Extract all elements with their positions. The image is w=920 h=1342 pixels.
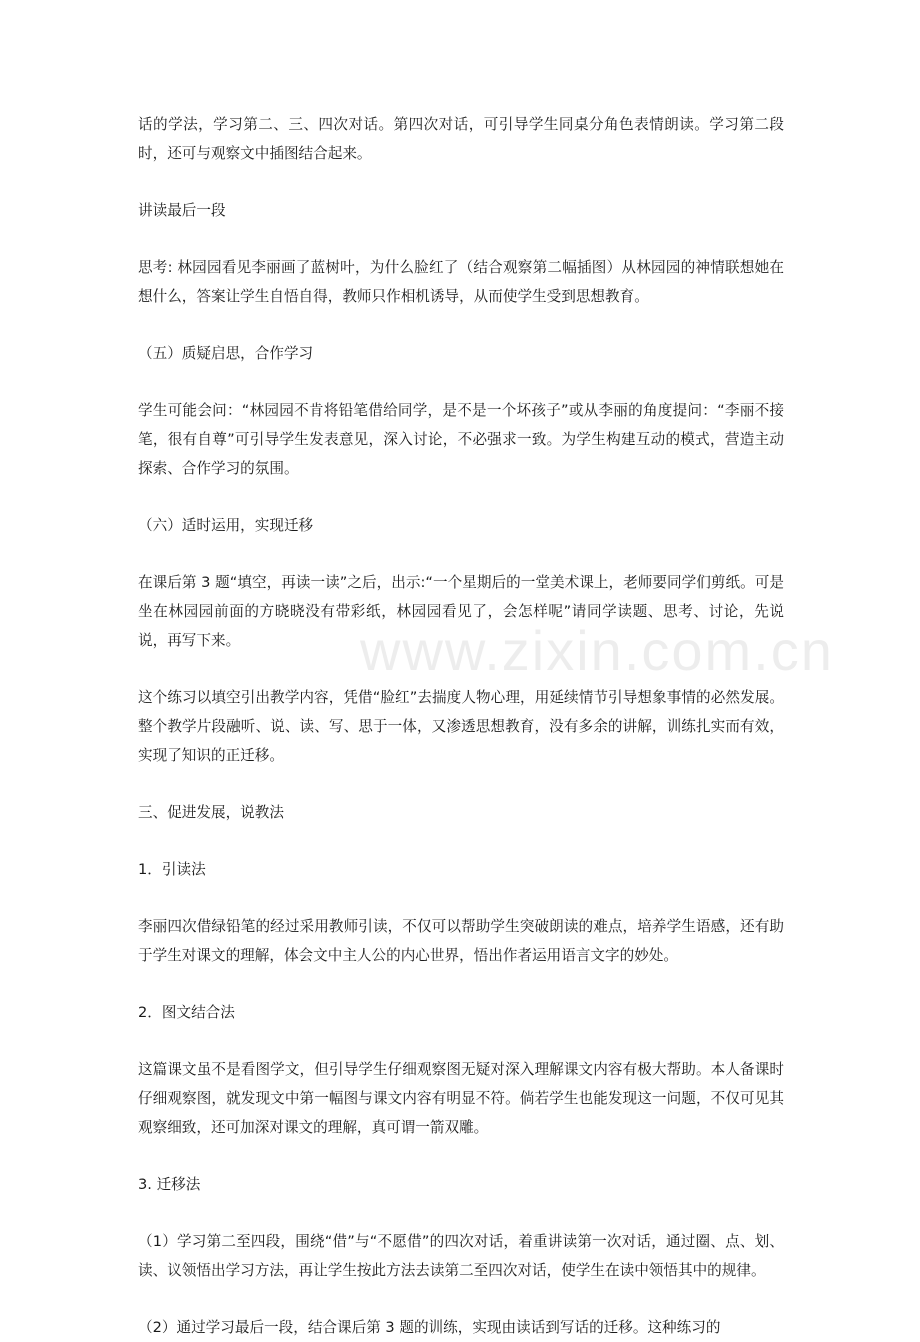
section-heading-6: （六）适时运用，实现迁移 (138, 517, 314, 534)
document-body (138, 110, 784, 1342)
section-heading-last-paragraph: 讲读最后一段 (138, 202, 226, 219)
paragraph-exercise-summary: 这个练习以填空引出教学内容，凭借“脸红”去揣度人物心理，用延续情节引导想象事情的必然发展。整个教学片段融听、说、读、写、思于一体，又渗透思想教育，没有多余的讲解，训练扎实而有效，实现了知识的正迁移。 (138, 689, 784, 764)
section-heading-teaching-methods: 三、促进发展，说教法 (138, 804, 284, 821)
paragraph-exercise: 在课后第 3 题“填空，再读一读”之后，出示:“一个星期后的一堂美术课上，老师要同学们剪纸。可是坐在林园园前面的方晓晓没有带彩纸，林园园看见了，会怎样呢”请同学读题、思考、讨论，先说说，再写下来。 (138, 574, 784, 649)
method-heading-3: 3. 迁移法 (138, 1176, 201, 1193)
method-heading-2: 2．图文结合法 (138, 1004, 235, 1021)
paragraph-method-3-part-2: （2）通过学习最后一段，结合课后第 3 题的训练，实现由读话到写话的迁移。这种练习的 (138, 1319, 721, 1336)
paragraph-method-2: 这篇课文虽不是看图学文，但引导学生仔细观察图无疑对深入理解课文内容有极大帮助。本人备课时仔细观察图，就发现文中第一幅图与课文内容有明显不符。倘若学生也能发现这一问题，不仅可见其观察细致，还可加深对课文的理解，真可谓一箭双雕。 (138, 1061, 784, 1136)
paragraph-questions: 学生可能会问：“林园园不肯将铅笔借给同学，是不是一个坏孩子”或从李丽的角度提问：“李丽不接笔，很有自尊”可引导学生发表意见，深入讨论，不必强求一致。为学生构建互动的模式，营造主动探索、合作学习的氛围。 (138, 402, 784, 477)
method-heading-1: 1．引读法 (138, 861, 206, 878)
paragraph-method-1: 李丽四次借绿铅笔的经过采用教师引读，不仅可以帮助学生突破朗读的难点，培养学生语感，还有助于学生对课文的理解，体会文中主人公的内心世界，悟出作者运用语言文字的妙处。 (138, 918, 784, 964)
paragraph-1: 话的学法，学习第二、三、四次对话。第四次对话，可引导学生同桌分角色表情朗读。学习第二段时，还可与观察文中插图结合起来。 (138, 116, 784, 162)
paragraph-think: 思考: 林园园看见李丽画了蓝树叶，为什么脸红了（结合观察第二幅插图）从林园园的神情联想她在想什么，答案让学生自悟自得，教师只作相机诱导，从而使学生受到思想教育。 (138, 259, 784, 305)
section-heading-5: （五）质疑启思，合作学习 (138, 345, 314, 362)
watermark: www.zixin.com.cn (360, 619, 834, 682)
paragraph-method-3-part-1: （1）学习第二至四段，围绕“借”与“不愿借”的四次对话，着重讲读第一次对话，通过圈、点、划、读、议领悟出学习方法，再让学生按此方法去读第二至四次对话，使学生在读中领悟其中的规律。 (138, 1233, 784, 1279)
